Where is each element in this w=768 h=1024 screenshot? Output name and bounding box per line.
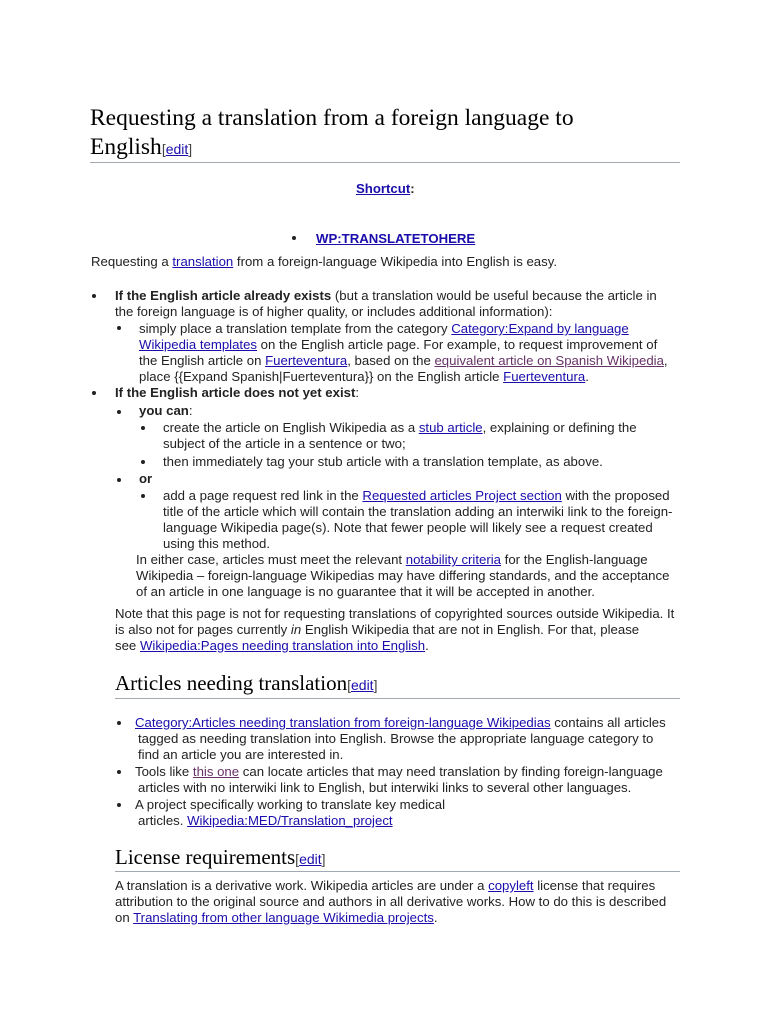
bullet <box>117 770 121 774</box>
shortcut-link[interactable]: Shortcut <box>356 181 411 196</box>
this-one-link[interactable]: this one <box>192 764 240 779</box>
list-item-request: add a page request red link in the Requested articles Project section with the proposed title of the article which will contain the translation adding an interwiki link to the foreign- language Wikipedia page(s). Note that fewer people will likely see a request created using this method. <box>163 488 673 551</box>
list-item-tag: then immediately tag your stub article with a translation template, as above. <box>163 454 603 469</box>
list-item-tools: Tools like this one can locate articles that may need translation by finding foreign-language articles with no interwiki link to English, but interwiki links to several other languages. <box>135 764 663 795</box>
bullet <box>92 391 96 395</box>
stub-article-link[interactable]: stub article <box>418 420 483 435</box>
edit-section: [edit] <box>347 677 378 693</box>
med-translation-link[interactable]: Wikipedia:MED/Translation_project <box>187 813 393 828</box>
bullet <box>117 803 121 807</box>
fuerteventura-link-2[interactable]: Fuerteventura <box>503 369 586 384</box>
articles-needing-translation-link[interactable]: Category:Articles needing translation from foreign-language Wikipedias <box>135 715 551 730</box>
list-item-you-can: you can: <box>139 403 193 418</box>
pages-needing-translation-link[interactable]: Wikipedia:Pages needing translation into English <box>139 638 426 653</box>
intro-paragraph: Requesting a translation from a foreign-language Wikipedia into English is easy. <box>91 254 557 269</box>
bullet <box>117 478 121 482</box>
bullet <box>141 426 145 430</box>
edit-section: [edit] <box>161 141 193 157</box>
edit-link[interactable]: edit <box>351 677 374 693</box>
shortcut-item <box>316 231 475 247</box>
list-item-template: simply place a translation template from the category Category:Expand by language Wikipedia templates on the English article page. For example, to request improvement of the English article on Fuerteventura, based on the equivalent article on Spanish Wikipedia, place {{Expand Spanish|Fuerteventura}} on the English article Fuerteventura. <box>139 321 668 384</box>
requested-articles-link[interactable]: Requested articles Project section <box>362 488 562 503</box>
list-item-exists: If the English article already exists (but a translation would be useful because the article in the foreign language is of higher quality, or includes additional information): <box>115 288 657 319</box>
bullet <box>141 494 145 498</box>
heading-divider <box>115 698 680 699</box>
category-link[interactable]: Category:Expand by language <box>451 321 629 336</box>
edit-link[interactable]: edit <box>165 141 189 157</box>
page-title: Requesting a translation from a foreign language to English[edit] <box>90 105 574 160</box>
bullet <box>117 326 121 330</box>
heading-divider <box>115 871 680 872</box>
bullet <box>92 294 96 298</box>
list-item-or: or <box>139 471 153 486</box>
bullet <box>117 410 121 414</box>
translation-link[interactable]: translation <box>172 254 234 269</box>
shortcut-box: Shortcut: <box>356 181 415 196</box>
note-paragraph: Note that this page is not for requesting translations of copyrighted sources outside Wikipedia. It is also not for pages currently in English Wikipedia that are not in English. For that, please see Wikipedia:Pages needing translation into English. <box>115 606 675 653</box>
shortcut-item-link[interactable]: WP:TRANSLATETOHERE <box>316 231 476 246</box>
bullet <box>292 236 296 240</box>
section-heading-license: License requirements[edit] <box>115 845 326 869</box>
list-item-create: create the article on English Wikipedia as a stub article, explaining or defining the subject of the article in a sentence or two; <box>163 420 637 451</box>
edit-link[interactable]: edit <box>299 851 322 867</box>
category-link-cont[interactable]: Wikipedia templates <box>139 337 258 352</box>
list-item-category: Category:Articles needing translation from foreign-language Wikipedias contains all articles tagged as needing translation into English. Browse the appropriate language category to find an article you are interested in. <box>135 715 666 762</box>
bullet <box>141 460 145 464</box>
copyleft-link[interactable]: copyleft <box>488 878 534 893</box>
either-case-paragraph: In either case, articles must meet the relevant notability criteria for the English-language Wikipedia – foreign-language Wikipedias may have differing standards, and the acceptance of an article in one language is no guarantee that it will be accepted in another. <box>136 552 670 599</box>
fuerteventura-link[interactable]: Fuerteventura <box>265 353 348 368</box>
translating-projects-link[interactable]: Translating from other language Wikimedia projects <box>133 910 434 925</box>
edit-section: [edit] <box>295 851 326 867</box>
list-item-not-exists: If the English article does not yet exist: <box>115 385 360 400</box>
bullet <box>117 721 121 725</box>
list-item-med: A project specifically working to translate key medical articles. Wikipedia:MED/Translation_project <box>135 797 446 828</box>
license-paragraph: A translation is a derivative work. Wikipedia articles are under a copyleft license that requires attribution to the original source and authors in all derivative works. How to do this is described on Translating from other language Wikimedia projects. <box>115 878 667 925</box>
spanish-article-link[interactable]: equivalent article on Spanish Wikipedia <box>434 353 664 368</box>
heading-divider <box>90 162 680 163</box>
notability-link[interactable]: notability criteria <box>405 552 502 567</box>
section-heading-articles: Articles needing translation[edit] <box>115 671 378 695</box>
